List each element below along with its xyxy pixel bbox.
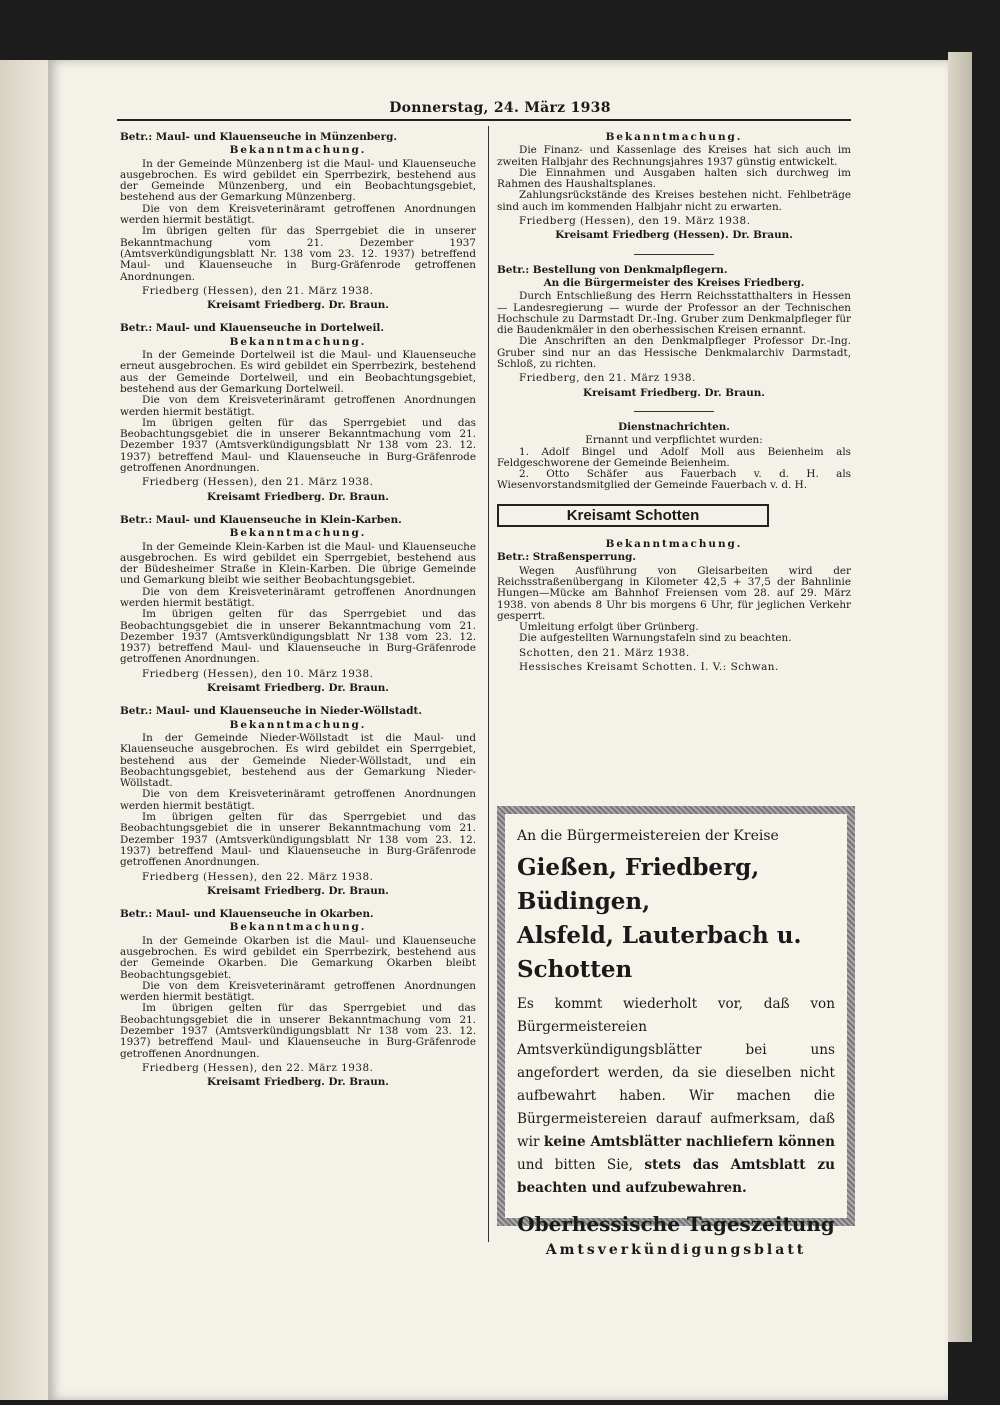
separator-rule: [634, 254, 714, 255]
left-column: [120, 132, 476, 1101]
notice-paragraph: In der Gemeinde Klein-Karben ist die Maul- und Klauenseuche ausgebrochen. Es wird gebildet ein Sperrgebiet, bestehend aus der Büdesheimer Straße in Klein-Karben. Die übrige Gemeinde und Gemarkung bleibt wie seither Beobachtungsgebiet.: [120, 540, 476, 587]
notice-addressee: An die Bürgermeister des Kreises Friedberg.: [543, 276, 805, 289]
advert-body: [517, 993, 835, 1200]
notice-heading: Bekanntmachung.: [229, 144, 367, 157]
notice-muenzenberg: [120, 132, 476, 311]
advert-frame: [497, 806, 855, 1258]
notice-signature: Friedberg (Hessen), den 22. März 1938.: [142, 1061, 374, 1074]
notice-paragraph: Im übrigen gelten für das Sperrgebiet und das Beobachtungsgebiet die in unserer Bekanntmachung vom 21. Dezember 1937 (Amtsverkündigungsblatt Nr 138 vom 23. 12. 1937) betreffend Maul- und Klauenseuche in Burg-Gräfenrode getroffenen Anordnungen.: [120, 1002, 476, 1060]
page-stack-edge: [948, 52, 972, 1342]
advert-text: Es kommt wiederholt vor, daß von Bürgermeistereien Amtsverkündigungsblätter bei uns angefordert werden, da sie dieselben nicht aufbewahrt haben. Wir machen die Bürgermeistereien darauf aufmerksam, daß wir: [517, 996, 835, 1150]
notice-dortelweil: [120, 323, 476, 502]
advert-towns-line: Gießen, Friedberg, Büdingen,: [517, 854, 760, 915]
notice-paragraph: Die von dem Kreisveterinäramt getroffenen Anordnungen werden hiermit bestätigt.: [120, 979, 476, 1004]
notice-paragraph: In der Gemeinde Dortelweil ist die Maul- und Klauenseuche erneut ausgebrochen. Es wird gebildet ein Sperrbezirk, bestehend aus der Gemeinde Dortelweil, und ein Beobachtungsgebiet, bestehend aus der Gemarkung Dortelweil.: [120, 349, 476, 395]
notice-authority: Kreisamt Friedberg. Dr. Braun.: [207, 490, 389, 503]
advert-emphasis: stets das Amtsblatt zu beachten und aufzubewahren.: [517, 1157, 835, 1196]
notice-authority: Kreisamt Friedberg. Dr. Braun.: [207, 299, 389, 312]
notice-heading: Bekanntmachung.: [229, 718, 367, 731]
notice-paragraph: Im übrigen gelten für das Sperrgebiet und das Beobachtungsgebiet die in unserer Bekanntmachung vom 21. Dezember 1937 (Amtsverkündigungsblatt Nr 138 vom 23. 12. 1937) betreffend Maul- und Klauenseuche in Burg-Gräfenrode getroffenen Anordnungen.: [120, 811, 476, 869]
notice-paragraph: Durch Entschließung des Herrn Reichsstatthalters in Hessen — Landesregierung — wurde der Professor an der Technischen Hochschule zu Darmstadt Dr.-Ing. Gruber zum Denkmalpfleger für die Baudenkmäler in den oberhessischen Kreisen ernannt.: [497, 290, 851, 337]
notice-paragraph: Die von dem Kreisveterinäramt getroffenen Anordnungen werden hiermit bestätigt.: [120, 202, 476, 227]
notice-signature: Friedberg, den 21. März 1938.: [519, 372, 696, 385]
notice-heading: Bekanntmachung.: [605, 131, 743, 143]
advert-towns-line: Alsfeld, Lauterbach u. Schotten: [517, 922, 802, 983]
notice-authority: Kreisamt Friedberg. Dr. Braun.: [207, 884, 389, 897]
notice-subject: Betr.: Maul- und Klauenseuche in Klein-Karben.: [120, 513, 402, 526]
notice-paragraph: In der Gemeinde Münzenberg ist die Maul- und Klauenseuche ausgebrochen. Es wird gebildet ein Sperrbezirk, bestehend aus der Gemeinde Münzenberg, und ein Beobachtungsgebiet, bestehend aus der Gemarkung Münzenberg.: [120, 157, 476, 204]
notice-paragraph: Die Finanz- und Kassenlage des Kreises hat sich auch im zweiten Halbjahr des Rechnungsjahres 1937 günstig entwickelt.: [497, 144, 851, 168]
notice-paragraph: Die von dem Kreisveterinäramt getroffenen Anordnungen werden hiermit bestätigt.: [120, 394, 476, 418]
notice-paragraph: Die Anschriften an den Denkmalpfleger Professor Dr.-Ing. Gruber sind nur an das Hessische Denkmalarchiv Darmstadt, Schloß, zu richten.: [497, 335, 851, 371]
notice-subject: Betr.: Straßensperrung.: [497, 551, 637, 564]
newspaper-name: Oberhessische Tageszeitung: [517, 1212, 835, 1236]
notice-subject: Betr.: Maul- und Klauenseuche in Dortelweil.: [120, 322, 384, 335]
notice-heading: Bekanntmachung.: [229, 335, 367, 348]
notice-heading: Bekanntmachung.: [229, 921, 367, 934]
notice-dienstnachrichten: [497, 422, 851, 492]
notice-paragraph: Die Einnahmen und Ausgaben halten sich durchweg im Rahmen des Haushaltsplanes.: [497, 166, 851, 191]
notice-strassensperrung: [497, 539, 851, 673]
notice-paragraph: Wegen Ausführung von Gleisarbeiten wird der Reichsstraßenübergang in Kilometer 42,5 + 37,5 der Bahnlinie Hungen—Mücke am Bahnhof Freiensen vom 28. auf 29. März 1938. von abends 8 Uhr bis morgens 6 Uhr, für jeglichen Verkehr gesperrt.: [497, 564, 851, 622]
facing-page-edge: [0, 60, 48, 1400]
notice-paragraph: Die von dem Kreisveterinäramt getroffenen Anordnungen werden hiermit bestätigt.: [120, 788, 476, 812]
advert-text: und bitten Sie,: [517, 1157, 633, 1173]
newspaper-subtitle: Amtsverkündigungsblatt: [545, 1242, 807, 1258]
notice-klein-karben: [120, 515, 476, 694]
notice-intro: Ernannt und verpflichtet wurden:: [585, 434, 763, 447]
notice-signature: Friedberg (Hessen), den 10. März 1938.: [142, 667, 374, 680]
notice-finance: [497, 132, 851, 242]
notice-item: 1. Adolf Bingel und Adolf Moll aus Beienheim als Feldgeschworene der Gemeinde Beienheim.: [497, 445, 851, 469]
notice-okarben: [120, 909, 476, 1088]
notice-paragraph: Die aufgestellten Warnungstafeln sind zu beachten.: [519, 632, 792, 645]
notice-authority: Kreisamt Friedberg. Dr. Braun.: [583, 386, 765, 399]
notice-paragraph: In der Gemeinde Okarben ist die Maul- und Klauenseuche ausgebrochen. Es wird gebildet ein Sperrbezirk, bestehend aus der Gemeinde Okarben. Die Gemarkung Okarben bleibt Beobachtungsgebiet.: [120, 934, 476, 981]
notice-denkmalpfleger: [497, 265, 851, 399]
right-column: [497, 132, 851, 685]
notice-subject: Betr.: Bestellung von Denkmalpflegern.: [497, 263, 728, 276]
notice-authority: Kreisamt Friedberg (Hessen). Dr. Braun.: [555, 229, 793, 242]
advert-box: [505, 814, 847, 1258]
notice-signature: Schotten, den 21. März 1938.: [519, 646, 690, 659]
section-box-title: Kreisamt Schotten: [497, 504, 769, 527]
notice-signature: Friedberg (Hessen), den 19. März 1938.: [519, 215, 751, 228]
notice-heading: Dienstnachrichten.: [618, 420, 730, 433]
separator-rule: [634, 411, 714, 412]
notice-paragraph: In der Gemeinde Nieder-Wöllstadt ist die Maul- und Klauenseuche ausgebrochen. Es wird gebildet ein Sperrgebiet, bestehend aus der Gemeinde Nieder-Wöllstadt, und ein Beobachtungsgebiet, bestehend aus der Gemarkung Nieder-Wöllstadt.: [120, 731, 476, 790]
notice-item: 2. Otto Schäfer aus Fauerbach v. d. H. als Wiesenvorstandsmitglied der Gemeinde Fauerbach v. d. H.: [497, 468, 851, 492]
column-divider: [488, 126, 489, 1242]
notice-subject: Betr.: Maul- und Klauenseuche in Nieder-Wöllstadt.: [120, 705, 422, 718]
notice-authority: Hessisches Kreisamt Schotten. I. V.: Schwan.: [519, 660, 779, 673]
notice-paragraph: Im übrigen gelten für das Sperrgebiet und das Beobachtungsgebiet die in unserer Bekanntmachung vom 21. Dezember 1937 (Amtsverkündigungsblatt Nr 138 vom 23. 12. 1937) betreffend Maul- und Klauenseuche in Burg-Gräfenrode getroffenen Anordnungen.: [120, 416, 476, 475]
notice-paragraph: Die von dem Kreisveterinäramt getroffenen Anordnungen werden hiermit bestätigt.: [120, 585, 476, 609]
notice-paragraph: Zahlungsrückstände des Kreises bestehen nicht. Fehlbeträge sind auch im kommenden Halbjahr nicht zu erwarten.: [497, 189, 851, 213]
notice-paragraph: Im übrigen gelten für das Sperrgebiet die in unserer Bekanntmachung vom 21. Dezember 1937 (Amtsverkündigungsblatt Nr. 138 vom 23. 12. 1937) betreffend Maul- und Klauenseuche in Burg-Gräfenrode getroffenen Anordnungen.: [120, 225, 476, 283]
notice-paragraph: Umleitung erfolgt über Grünberg.: [519, 621, 699, 634]
notice-paragraph: Im übrigen gelten für das Sperrgebiet und das Beobachtungsgebiet die in unserer Bekanntmachung vom 21. Dezember 1937 (Amtsverkündigungsblatt Nr 138 vom 23. 12. 1937) betreffend Maul- und Klauenseuche in Burg-Gräfenrode getroffenen Anordnungen.: [120, 608, 476, 666]
notice-signature: Friedberg (Hessen), den 22. März 1938.: [142, 870, 374, 883]
notice-authority: Kreisamt Friedberg. Dr. Braun.: [207, 682, 389, 695]
notice-nieder-woellstadt: [120, 706, 476, 897]
page-date-header: Donnerstag, 24. März 1938: [389, 100, 611, 116]
header-rule: [117, 119, 851, 121]
notice-heading: Bekanntmachung.: [229, 527, 367, 540]
notice-authority: Kreisamt Friedberg. Dr. Braun.: [207, 1076, 389, 1089]
notice-heading: Bekanntmachung.: [605, 538, 743, 551]
notice-subject: Betr.: Maul- und Klauenseuche in Okarben.: [120, 908, 374, 921]
notice-subject: Betr.: Maul- und Klauenseuche in Münzenberg.: [120, 131, 398, 143]
notice-signature: Friedberg (Hessen), den 21. März 1938.: [142, 284, 374, 297]
advert-address-line: An die Bürgermeistereien der Kreise: [517, 828, 779, 844]
advert-emphasis: keine Amtsblätter nachliefern können: [543, 1134, 836, 1150]
notice-signature: Friedberg (Hessen), den 21. März 1938.: [142, 476, 374, 489]
